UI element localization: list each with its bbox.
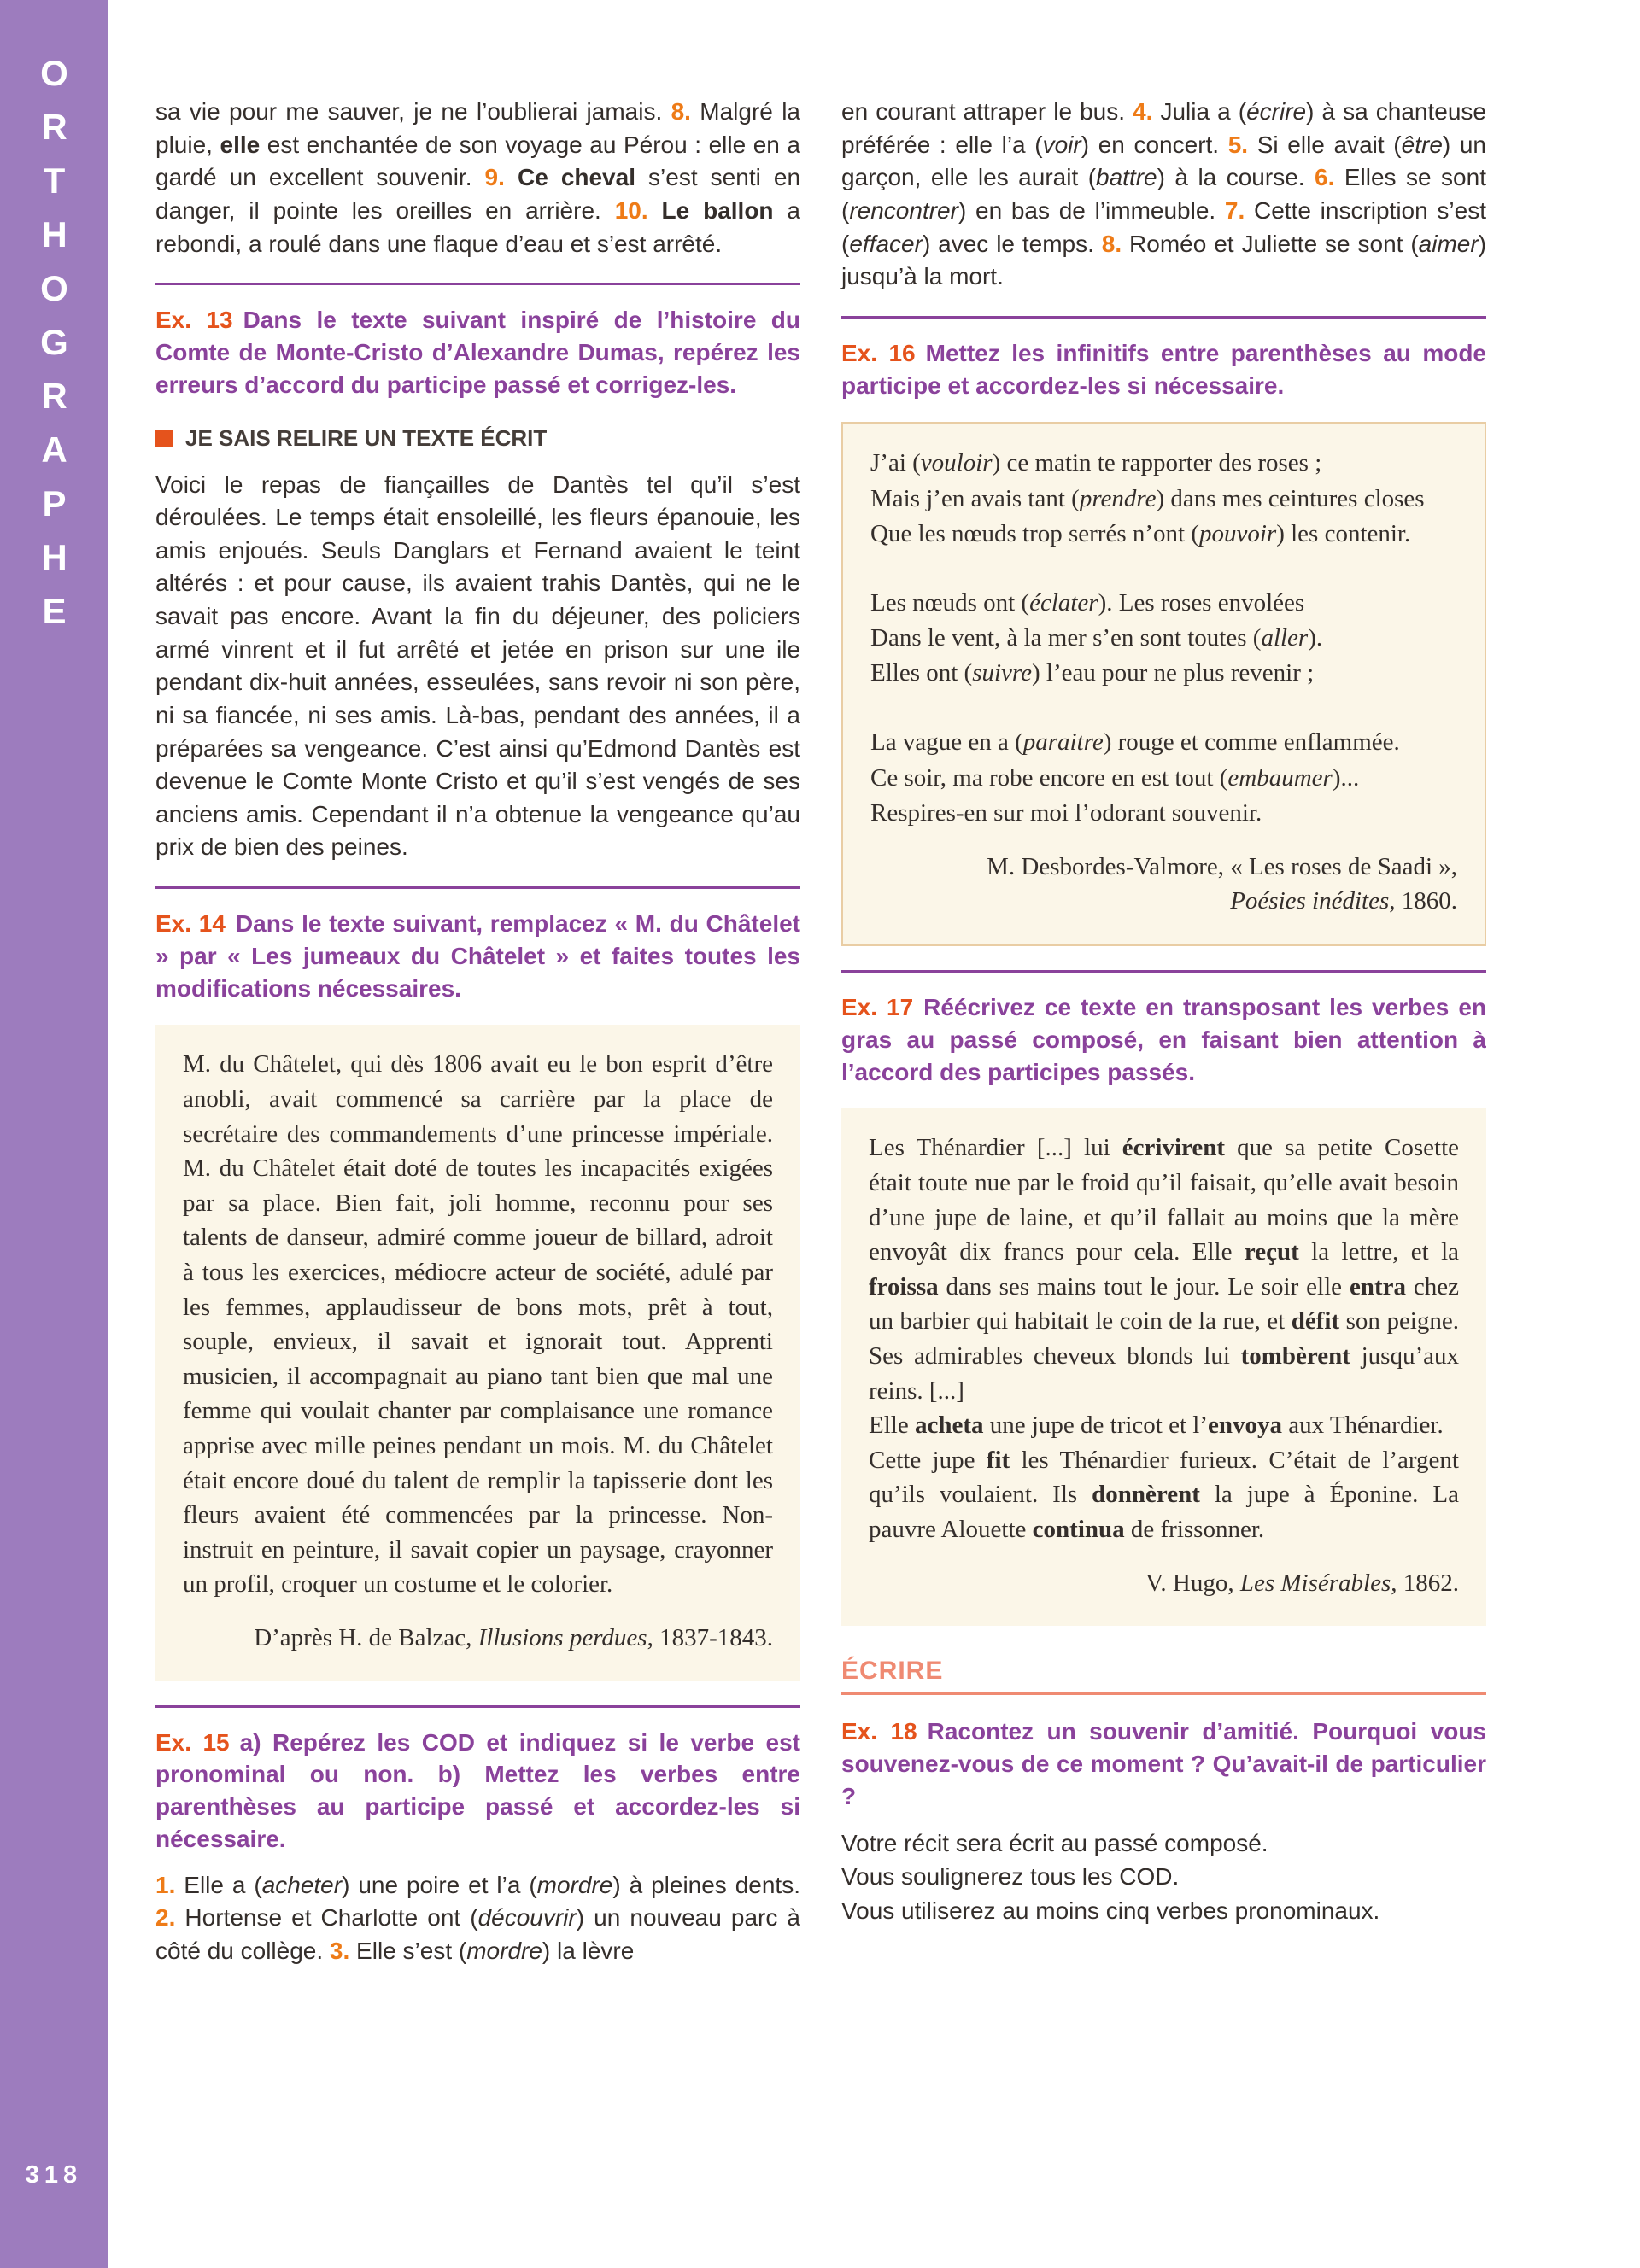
exercise-14-label: Ex. 14 [155, 910, 226, 938]
exercise-17-label: Ex. 17 [841, 994, 914, 1021]
exercise-17-title: Réécrivez ce texte en transposant les verbes en gras au passé composé, en faisant bien attention à l’accord des participes passés. [841, 994, 1486, 1085]
je-sais-banner [155, 425, 800, 452]
balzac-excerpt: M. du Châtelet, qui dès 1806 avait eu le bon esprit d’être anobli, avait commencé sa carrière par la place de secrétaire des commandements d’une princesse impériale. M. du Châtelet était doté de toutes les incapacités exigées par sa place. Bien fait, joli homme, reconnu pour ses talents de danseur, admiré comme joueur de billard, adroit à tous les exercices, médiocre acteur de société, adulé par les femmes, applaudisseur de bons mots, prêt à tout, souple, envieux, il savait et ignorait tout. Apprenti musicien, il accompagnait au piano tant bien que mal une femme qui voulait chanter par complaisance une romance apprise avec mille peines pendant un mois. M. du Châtelet était encore doué du talent de remplir la tapisserie dont les fleurs avaient été commencées par la princesse. Non-instruit en peinture, il savait copier un paysage, crayonner un profil, croquer un costume et le colorier. [183, 1050, 773, 1599]
exercise-15-label: Ex. 15 [155, 1728, 230, 1756]
instruction-line: Vous soulignerez tous les COD. [841, 1863, 1180, 1891]
hugo-excerpt-paragraph: Elle acheta une jupe de tricot et l’envoya aux Thénardier. [869, 1412, 1444, 1440]
poem-line: La vague en a (paraitre) rouge et comme enflammée. [870, 728, 1400, 757]
page-content [108, 0, 1640, 2268]
divider-rule [841, 970, 1486, 973]
poem-line: Elles ont (suivre) l’eau pour ne plus revenir ; [870, 659, 1315, 687]
exercise-13-text: Voici le repas de fiançailles de Dantès tel qu’il s’est déroulées. Le temps était ensoleillé, les fleurs épanouie, les amis enjoués. Seuls Danglars et Fernand avaient le teint altérés : et pour cause, ils avaient trahis Dantès, qui ne le savait pas encore. Avant la fin du déjeuner, des policiers armé vinrent et il fut arrêté et jetée en prison sur une ile pendant dix-huit années, esseulées, sans revoir ni son père, ni sa fiancée, ni ses amis. Là-bas, pendant des années, il a préparées sa vengeance. C’est ainsi qu’Edmond Dantès est devenue le Comte Monte Cristo et qu’il s’est vengés de ses anciens amis. Cependant il n’a obtenue la vengeance qu’au prix de bien des peines. [155, 471, 800, 861]
exercise-15-title: a) Repérez les COD et indiquez si le verbe est pronominal ou non. b) Mettez les verbes entre parenthèses au participe passé et accordez-les si nécessaire. [155, 1728, 800, 1852]
balzac-attribution: D’après H. de Balzac, Illusions perdues, 1837-1843. [254, 1623, 773, 1651]
hugo-excerpt-paragraph: Les Thénardier [...] lui écrivirent que sa petite Cosette était toute nue par le froid qu’il faisait, qu’elle avait besoin d’une jupe de laine, et qu’il fallait au moins que la mère envoyât dix francs pour cela. Elle reçut la lettre, et la froissa dans ses mains tout le jour. Le soir elle entra chez un barbier qui habitait le coin de la rue, et défit son peigne. Ses admirables cheveux blonds lui tombèrent jusqu’aux reins. [...] [869, 1134, 1459, 1405]
exercise-18-header [841, 1716, 1486, 1812]
exercise-17-header [841, 991, 1486, 1088]
poem-line: Mais j’en avais tant (prendre) dans mes ceintures closes [870, 484, 1425, 512]
numbered-sentences-continued: sa vie pour me sauver, je ne l’oublierai jamais. 8. Malgré la pluie, elle est enchantée de son voyage au Pérou : elle en a gardé un excellent souvenir. 9. Ce cheval s’est senti en danger, il pointe les oreilles en arrière. 10. Le ballon a rebondi, a roulé dans une flaque d’eau et s’est arrêté. [155, 98, 801, 257]
poem-attribution-line2: Poésies inédites, 1860. [1230, 887, 1457, 915]
hugo-excerpt-paragraph: Cette jupe fit les Thénardier furieux. C’était de l’argent qu’ils voulaient. Ils donnèrent la jupe à Éponine. La pauvre Alouette continua de frissonner. [869, 1446, 1459, 1543]
poem-line: Respires-en sur moi l’odorant souvenir. [870, 798, 1262, 827]
divider-rule [155, 1705, 800, 1708]
poem-line: Les nœuds ont (éclater). Les roses envolées [870, 588, 1305, 617]
page-number: 318 [25, 2161, 83, 2189]
chapter-sidebar [0, 0, 108, 2268]
exercise-13-title: Dans le texte suivant inspiré de l’histoire du Comte de Monte-Cristo d’Alexandre Dumas, repérez les erreurs d’accord du participe passé et corrigez-les. [155, 307, 800, 398]
hugo-attribution: V. Hugo, Les Misérables, 1862. [1145, 1569, 1459, 1597]
je-sais-label: JE SAIS RELIRE UN TEXTE ÉCRIT [185, 424, 548, 451]
exercise-14-quote-box [155, 1025, 800, 1681]
exercise-14-header [155, 908, 800, 1004]
exercise-15-sentences: 1. Elle a (acheter) une poire et l’a (mordre) à pleines dents. 2. Hortense et Charlotte ont (découvrir) un nouveau parc à côté du collège. 3. Elle s’est (mordre) la lèvre [155, 1871, 800, 1964]
divider-rule [155, 886, 800, 889]
left-column [155, 96, 800, 2268]
instruction-line: Vous utiliserez au moins cinq verbes pronominaux. [841, 1897, 1380, 1925]
ecrire-section-heading: ÉCRIRE [841, 1657, 1486, 1695]
poem-line: Dans le vent, à la mer s’en sont toutes (aller). [870, 624, 1323, 652]
exercise-18-label: Ex. 18 [841, 1718, 917, 1745]
divider-rule [155, 283, 800, 285]
divider-rule [841, 316, 1486, 319]
exercise-16-title: Mettez les infinitifs entre parenthèses au mode participe et accordez-les si nécessaire. [841, 339, 1487, 399]
exercise-14-title: Dans le texte suivant, remplacez « M. du Châtelet » par « Les jumeaux du Châtelet » et faites toutes les modifications nécessaires. [155, 910, 801, 1002]
poem-line: Que les nœuds trop serrés n’ont (pouvoir) les contenir. [870, 519, 1411, 547]
exercise-13-label: Ex. 13 [155, 307, 233, 334]
poem-attribution [870, 850, 1457, 919]
exercise-13-header [155, 304, 800, 400]
square-bullet-icon [155, 430, 173, 447]
chapter-title-vertical: ORTHOGRAPHE [34, 53, 74, 645]
poem-line: J’ai (vouloir) ce matin te rapporter des roses ; [870, 449, 1322, 477]
exercise-18-title: Racontez un souvenir d’amitié. Pourquoi vous souvenez-vous de ce moment ? Qu’avait-il de particulier ? [841, 1718, 1487, 1809]
exercise-16-header [841, 337, 1486, 402]
exercise-16-poem-box [841, 422, 1486, 946]
exercise-18-instructions [841, 1827, 1486, 1928]
right-column [841, 96, 1486, 2268]
poem-line: Ce soir, ma robe encore en est tout (embaumer)... [870, 763, 1360, 792]
exercise-15-sentences-continued: en courant attraper le bus. 4. Julia a (écrire) à sa chanteuse préférée : elle l’a (voir) en concert. 5. Si elle avait (être) un garçon, elle les aurait (battre) à la course. 6. Elles se sont (rencontrer) en bas de l’immeuble. 7. Cette inscription s’est (effacer) avec le temps. 8. Roméo et Juliette se sont (aimer) jusqu’à la mort. [841, 98, 1487, 290]
exercise-16-label: Ex. 16 [841, 339, 916, 366]
poem-attribution-line1: M. Desbordes-Valmore, « Les roses de Saadi », [987, 852, 1457, 880]
exercise-17-quote-box [841, 1108, 1486, 1626]
exercise-15-header [155, 1727, 800, 1856]
instruction-line: Votre récit sera écrit au passé composé. [841, 1829, 1268, 1856]
